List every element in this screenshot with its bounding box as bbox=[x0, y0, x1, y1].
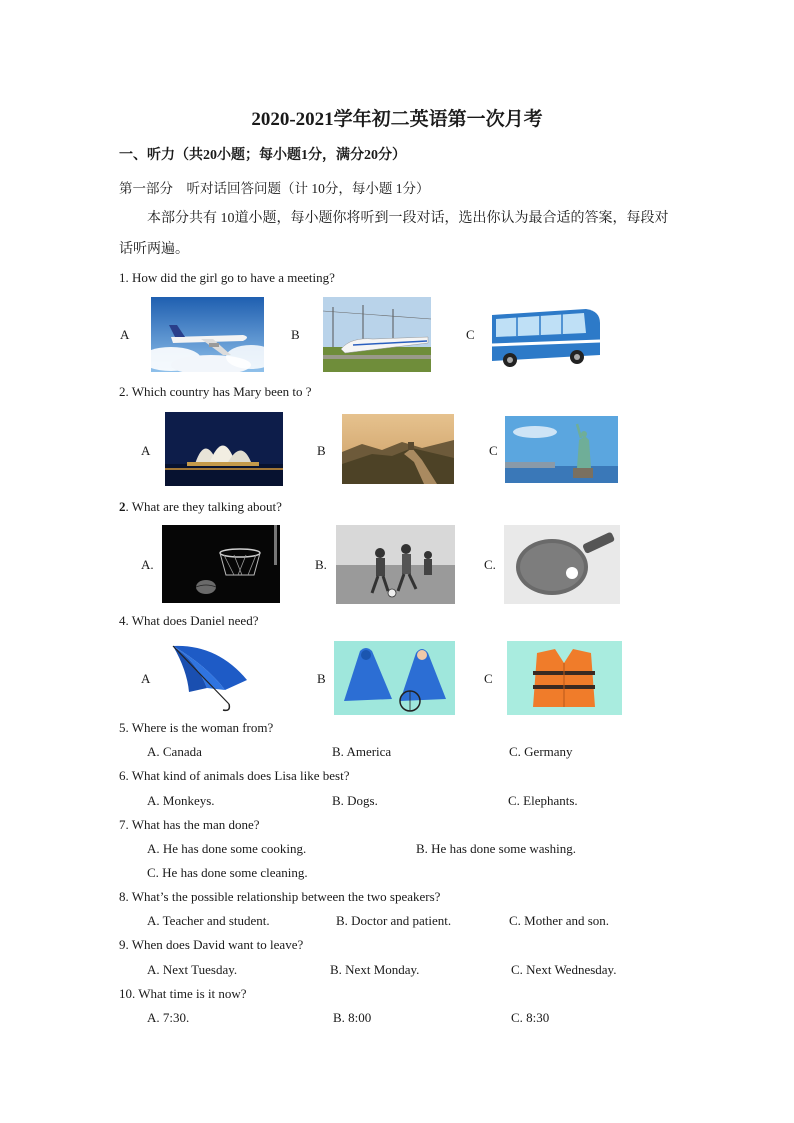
q10-option-b[interactable]: B. 8:00 bbox=[333, 1010, 372, 1025]
q9-option-a[interactable]: A. Next Tuesday. bbox=[147, 962, 238, 977]
q6-option-c[interactable]: C. Elephants. bbox=[508, 793, 578, 808]
q9-option-b[interactable]: B. Next Monday. bbox=[330, 962, 420, 977]
q10-option-c[interactable]: C. 8:30 bbox=[511, 1010, 550, 1025]
q5-option-a[interactable]: A. Canada bbox=[147, 744, 202, 759]
q7-option-a[interactable]: A. He has done some cooking. bbox=[147, 841, 307, 856]
instructions-line-2: 话听两遍。 bbox=[119, 242, 189, 257]
q4-label-a: A bbox=[141, 671, 151, 686]
q1-label-a: A bbox=[120, 327, 130, 342]
q5-option-c[interactable]: C. Germany bbox=[509, 744, 573, 759]
question-10: 10. What time is it now? bbox=[119, 986, 247, 1001]
q3-label-c: C. bbox=[484, 557, 496, 572]
table-tennis-image[interactable] bbox=[504, 525, 620, 604]
question-3-number: 2 bbox=[119, 499, 126, 514]
q1-label-b: B bbox=[291, 327, 300, 342]
basketball-image[interactable] bbox=[162, 525, 280, 603]
q9-option-c[interactable]: C. Next Wednesday. bbox=[511, 962, 617, 977]
sydney-opera-house-image[interactable] bbox=[165, 412, 283, 486]
q2-label-b: B bbox=[317, 443, 326, 458]
airplane-image[interactable] bbox=[151, 297, 264, 372]
q8-option-c[interactable]: C. Mother and son. bbox=[509, 913, 610, 928]
q8-option-b[interactable]: B. Doctor and patient. bbox=[336, 913, 452, 928]
question-5: 5. Where is the woman from? bbox=[119, 720, 274, 735]
q2-label-c: C bbox=[489, 443, 498, 458]
q3-label-a: A. bbox=[141, 557, 154, 572]
q6-option-b[interactable]: B. Dogs. bbox=[332, 793, 378, 808]
q6-option-a[interactable]: A. Monkeys. bbox=[147, 793, 215, 808]
q5-option-b[interactable]: B. America bbox=[332, 744, 392, 759]
section-heading: 一、听力（共20小题；每小题1分，满分20分） bbox=[119, 148, 406, 163]
soccer-image[interactable] bbox=[336, 525, 455, 604]
q3-label-b: B. bbox=[315, 557, 327, 572]
question-9: 9. When does David want to leave? bbox=[119, 937, 304, 952]
page-title: 2020-2021学年初二英语第一次月考 bbox=[251, 109, 543, 130]
instructions-line-1: 本部分共有 10道小题，每小题你将听到一段对话，选出你认为最合适的答案，每段对 bbox=[147, 211, 669, 226]
question-1: 1. How did the girl go to have a meeting? bbox=[119, 270, 335, 285]
q10-option-a[interactable]: A. 7:30. bbox=[147, 1010, 190, 1025]
statue-of-liberty-image[interactable] bbox=[505, 416, 618, 483]
high-speed-train-image[interactable] bbox=[323, 297, 431, 372]
umbrella-image[interactable] bbox=[167, 640, 254, 714]
question-7: 7. What has the man done? bbox=[119, 817, 260, 832]
q4-label-b: B bbox=[317, 671, 326, 686]
question-4: 4. What does Daniel need? bbox=[119, 613, 259, 628]
question-3 bbox=[119, 499, 282, 515]
part-heading: 第一部分 听对话回答问题（计 10分，每小题 1分） bbox=[119, 181, 430, 196]
question-3-text: . What are they talking about? bbox=[125, 499, 282, 514]
question-2: 2. Which country has Mary been to ? bbox=[119, 384, 312, 399]
question-6: 6. What kind of animals does Lisa like best? bbox=[119, 768, 350, 783]
raincoat-image[interactable] bbox=[334, 641, 455, 715]
bus-image[interactable] bbox=[482, 297, 606, 372]
q2-label-a: A bbox=[141, 443, 151, 458]
q1-label-c: C bbox=[466, 327, 475, 342]
q8-option-a[interactable]: A. Teacher and student. bbox=[147, 913, 270, 928]
q7-option-b[interactable]: B. He has done some washing. bbox=[416, 841, 576, 856]
q4-label-c: C bbox=[484, 671, 493, 686]
question-8: 8. What’s the possible relationship between the two speakers? bbox=[119, 889, 441, 904]
great-wall-image[interactable] bbox=[342, 414, 454, 484]
q7-option-c[interactable]: C. He has done some cleaning. bbox=[147, 865, 308, 880]
life-jacket-image[interactable] bbox=[507, 641, 622, 715]
